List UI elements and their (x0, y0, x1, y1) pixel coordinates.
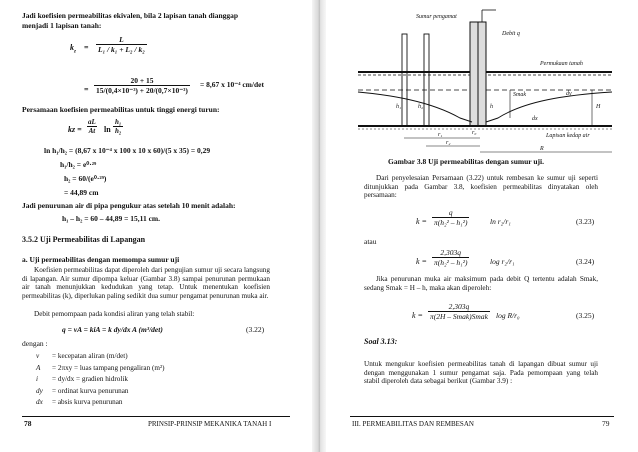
kz-equals: = (84, 43, 89, 52)
result-intro: Jadi penurunan air di pipa pengukur atas setelah 10 menit adalah: (22, 201, 236, 210)
eq2-denominator: 15/(0,4×10⁻³) + 20/(0,7×10⁻³) (96, 86, 188, 95)
right-paragraph-2: Jika penurunan muka air maksimum pada debit Q tertentu adalah Smak, sedang Smak = H – h, maka akan diperoleh: (364, 275, 598, 292)
eq325-number: (3.25) (576, 311, 595, 320)
fh-den-2: h₂ (115, 127, 122, 135)
left-page (0, 0, 318, 452)
calc-line-2: h₁/h₂ = e⁰·²⁹ (60, 160, 97, 169)
fig-label-H: H (596, 104, 601, 110)
definition-row (36, 375, 128, 383)
intro-line-1: Jadi koefisien permeabilitas ekivalen, bila 2 lapisan tanah dianggap (22, 11, 239, 20)
dengan-label: dengan : (22, 339, 48, 348)
eq323-denominator: π(h₂² – h₁²) (434, 218, 468, 227)
fh-ln: ln (104, 125, 111, 134)
fig-label-R: R (540, 146, 544, 152)
kz-denominator: L₁ / k₁ + L₂ / k₂ (98, 45, 145, 54)
definition-text: = 2πxy = luas tampang pengaliran (m²) (52, 363, 165, 372)
eq324-k: k = (416, 257, 427, 266)
definition-symbol: dx (36, 398, 43, 406)
observation-well-2 (424, 34, 429, 126)
intro-line-2: menjadi 1 lapisan tanah: (22, 21, 102, 30)
eq2-numerator: 20 + 15 (130, 76, 154, 85)
paragraph-1: Koefisien permeabilitas dapat diperoleh dari pengujian sumur uji secara langsung di lapangan. Air sumur dipompa keluar (Gambar 3.8) sampai penurunan permukaan air tanah menunjukkan kedudukan yang tetap. Untuk menentukan koefisien permeabilitas (k), diperlukan paling sedikit dua sumur pengamat penurunan muka air. (22, 266, 270, 300)
eq323-numerator: q (448, 208, 453, 217)
drawdown-curve-left (358, 92, 472, 122)
fig-label-h: h (490, 104, 493, 110)
equation-3-22: q = vA = kiA = k dy/dx A (m³/det) (62, 325, 163, 334)
eq2-equals: = (84, 85, 89, 94)
definition-row (36, 387, 129, 395)
eq325-numerator: 2,303q (448, 302, 470, 311)
definition-symbol: i (36, 375, 38, 383)
definition-symbol: A (36, 363, 41, 372)
definition-text: = ordinat kurva penurunan (52, 386, 129, 395)
definition-row (36, 352, 128, 360)
eq324-number: (3.24) (576, 257, 595, 266)
soal-heading: Soal 3.13: (364, 337, 398, 346)
calc-line-1: ln h₁/h₂ = (8,67 x 10⁻⁴ x 100 x 10 x 60)/(5 x 35) = 0,29 (44, 146, 211, 155)
fig-label-dx: dx (532, 116, 538, 122)
pumping-well-figure (320, 0, 638, 160)
fig-label-r1: r₁ (438, 132, 443, 138)
subsection-heading: a. Uji permeabilitas dengan memompa sumur uji (22, 255, 180, 264)
eq323-number: (3.23) (576, 217, 595, 226)
section-heading: 3.5.2 Uji Permeabilitas di Lapangan (22, 235, 146, 244)
right-paragraph-1: Dari penyelesaian Persamaan (3.22) untuk rembesan ke sumur uji seperti ditunjukkan pada Gambar 3.8, koefisien permeabilitas dinyatakan oleh persamaan: (364, 174, 598, 200)
calc-line-4: = 44,89 cm (64, 188, 99, 197)
right-paragraph-3: Untuk mengukur koefisien permeabilitas tanah di lapangan dibuat sumur uji dengan menggunakan 1 sumur pengamat saja. Pada pemompaan yang telah stabil diperoleh data sebagai berikut (Gambar 3.9) : (364, 360, 598, 386)
running-head-left: PRINSIP-PRINSIP MEKANIKA TANAH I (148, 420, 272, 428)
eq323-k: k = (416, 217, 427, 226)
fig-label-permukaan: Permukaan tanah (540, 61, 583, 67)
fig-label-r2: r₂ (446, 140, 451, 146)
fh-fraction-1 (86, 118, 98, 135)
eq324-fraction (432, 248, 469, 267)
equation-3-22-number: (3.22) (246, 325, 265, 334)
drawdown-curve-right (486, 92, 612, 122)
fh-num-1: aL (88, 118, 96, 126)
definition-symbol: v (36, 352, 40, 360)
figure-caption: Gambar 3.8 Uji permeabilitas dengan sumur uji. (388, 157, 544, 166)
eq2-result: = 8,67 x 10⁻⁴ cm/det (200, 80, 265, 89)
fig-label-smak: Smak (513, 92, 526, 98)
eq325-tail: log R/r₀ (496, 311, 520, 320)
atau-label: atau (364, 237, 377, 246)
fig-label-dy: dy (566, 91, 572, 97)
fig-label-lapisan: Lapisan kedap air (546, 133, 590, 139)
calc-line-3: h₂ = 60/(e⁰·²⁹) (64, 174, 107, 183)
eq2-fraction (94, 76, 190, 95)
fig-label-r0: r₀ (472, 130, 477, 136)
eq324-numerator: 2,303q (440, 248, 462, 257)
eq323-tail: ln r₂/r₁ (490, 217, 511, 226)
test-well (470, 22, 478, 126)
fig-label-h1: h₁ (396, 104, 402, 110)
fig-label-h2: h₂ (418, 104, 424, 110)
eq325-k: k = (412, 311, 423, 320)
fig-label-sumur: Sumur pengamat (416, 14, 457, 20)
fh-den-1: At (88, 127, 96, 135)
page-number-right: 79 (602, 419, 610, 428)
definition-text: = absis kurva penurunan (52, 398, 123, 406)
eq325-fraction (428, 302, 490, 321)
footer-rule (22, 416, 290, 417)
right-page (320, 0, 638, 452)
kz-fraction (96, 35, 147, 54)
falling-head-intro: Persamaan koefisien permeabilitas untuk tinggi energi turun: (22, 105, 220, 114)
definition-text: = kecepatan aliran (m/det) (52, 352, 128, 360)
fh-fraction-2 (113, 118, 123, 135)
fh-num-2: h₁ (115, 118, 122, 126)
observation-well-1 (402, 34, 407, 126)
eq325-denominator: π(2H – Smak)Smak (430, 312, 488, 321)
definition-row (36, 364, 165, 372)
fig-label-debit: Debit q (502, 31, 520, 37)
eq324-denominator: π(h₂² – h₁²) (434, 258, 468, 267)
test-well-right (478, 22, 486, 126)
eq324-tail: log r₂/r₁ (490, 257, 515, 266)
paragraph-2: Debit pemompaan pada kondisi aliran yang telah stabil: (34, 310, 195, 318)
running-head-right: III. PERMEABILITAS DAN REMBESAN (352, 420, 474, 428)
eq323-fraction (432, 208, 469, 227)
kz-lhs: $k_z$ (70, 43, 76, 55)
result-value: h₁ – h₂ = 60 – 44,89 = 15,11 cm. (62, 214, 161, 223)
definition-text: = dy/dx = gradien hidrolik (52, 375, 128, 383)
footer-rule-right (350, 416, 614, 417)
fh-lhs: kz = (68, 125, 82, 134)
definition-symbol: dy (36, 386, 43, 395)
page-number-left: 78 (24, 419, 32, 428)
kz-numerator: L (119, 35, 124, 44)
definition-row (36, 398, 123, 406)
